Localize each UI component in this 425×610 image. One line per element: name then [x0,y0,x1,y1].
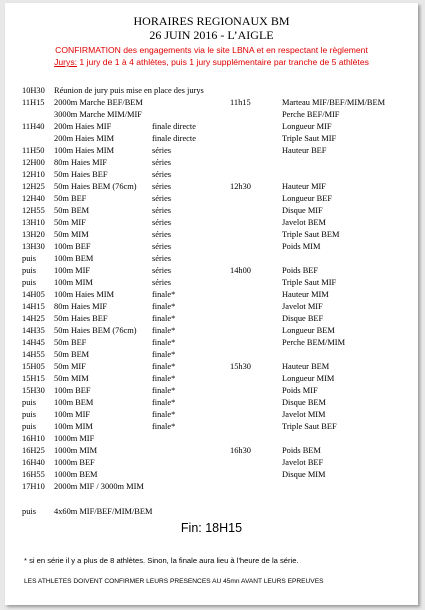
row-time: 13H30 [22,242,45,251]
row-event: 50m Haies BEM (76cm) [54,326,137,335]
schedule-row [5,457,418,469]
row-event: 1000m BEM [54,470,98,479]
row-event: 50m MIM [54,374,89,383]
row-phase: finale* [152,314,176,323]
row-event: 50m MIF [54,218,86,227]
schedule-row [5,481,418,493]
schedule-row [5,145,418,157]
row-event: 50m Haies BEM (76cm) [54,182,137,191]
row-time: puis [22,422,36,431]
row-concours-event: Perche BEM/MIM [282,338,346,347]
row-time: 16H25 [22,446,45,455]
row-event: 1000m BEF [54,458,95,467]
schedule-row [5,169,418,181]
jurys-label: Jurys: [54,57,78,67]
schedule-row [5,241,418,253]
schedule-row [5,385,418,397]
row-time: 11H15 [22,98,45,107]
row-concours-event: Hauteur MIF [282,182,326,191]
schedule-row [5,109,418,121]
schedule-row [5,301,418,313]
jurys-notice [5,57,418,68]
row-event: 50m MIM [54,230,89,239]
row-event: 2000m MIF / 3000m MIM [54,482,144,491]
row-time: puis [22,254,36,263]
schedule-row [5,205,418,217]
schedule-row [5,313,418,325]
row-time: 12H00 [22,158,45,167]
row-concours-time: 11h15 [230,98,251,107]
row-event: 200m Haies MIM [54,134,115,143]
row-time: puis [22,410,36,419]
row-event: 100m MIF [54,266,91,275]
confirmation-footer: LES ATHLETES DOIVENT CONFIRMER LEURS PRESENCES AU 45mn AVANT LEURS EPREUVES [24,578,324,585]
row-event: 100m BEM [54,398,94,407]
row-phase: finale* [152,338,176,347]
row-time: puis [22,278,36,287]
row-phase: finale* [152,422,176,431]
row-concours-event: Triple Saut MIF [282,134,337,143]
row-time: 12H10 [22,170,45,179]
row-time: 11H50 [22,146,45,155]
row-phase: séries [152,158,172,167]
schedule-row [5,349,418,361]
row-concours-time: 15h30 [230,362,251,371]
schedule-row [5,325,418,337]
schedule-row [5,181,418,193]
row-concours-event: Javelot BEF [282,458,324,467]
row-phase: finale* [152,362,176,371]
row-concours-event: Disque MIM [282,470,326,479]
row-phase: séries [152,146,172,155]
row-event: 100m BEF [54,242,91,251]
row-phase: finale* [152,326,176,335]
row-phase: finale directe [152,134,196,143]
row-event: 3000m Marche MIM/MIF [54,110,142,119]
row-event: 1000m MIM [54,446,98,455]
row-concours-event: Javelot MIF [282,302,323,311]
row-time: 13H20 [22,230,45,239]
row-phase: séries [152,206,172,215]
row-time: 14H25 [22,314,45,323]
row-concours-event: Poids MIF [282,386,318,395]
schedule-row [5,433,418,445]
row-concours-event: Javelot BEM [282,218,326,227]
row-phase: finale* [152,350,176,359]
row-concours-event: Longueur MIM [282,374,335,383]
row-time: 15H15 [22,374,45,383]
row-time: puis [22,507,36,516]
row-phase: séries [152,218,172,227]
row-event: 80m Haies MIF [54,158,108,167]
row-time: 14H15 [22,302,45,311]
row-concours-event: Marteau MIF/BEF/MIM/BEM [282,98,386,107]
schedule-row [5,289,418,301]
row-phase: finale* [152,410,176,419]
row-time: puis [22,266,36,275]
schedule-row [5,229,418,241]
row-concours-time: 12h30 [230,182,251,191]
row-time: 16H10 [22,434,45,443]
row-phase: finale* [152,302,176,311]
row-event: 100m MIM [54,278,93,287]
row-concours-event: Longueur MIF [282,122,332,131]
row-concours-event: Poids MIM [282,242,321,251]
schedule-row [5,121,418,133]
row-event: Réunion de jury puis mise en place des jurys [54,86,204,95]
schedule-document [5,3,418,605]
row-event: 1000m MIF [54,434,95,443]
row-time: 12H40 [22,194,45,203]
row-event: 100m MIM [54,422,93,431]
row-phase: séries [152,170,172,179]
row-concours-event: Longueur BEM [282,326,335,335]
row-phase: séries [152,266,172,275]
row-event: 100m Haies MIM [54,146,115,155]
row-concours-event: Poids BEF [282,266,319,275]
schedule-row [5,397,418,409]
row-concours-time: 16h30 [230,446,251,455]
row-time: 10H30 [22,86,45,95]
row-event: 50m BEM [54,206,90,215]
row-time: 13H10 [22,218,45,227]
row-phase: séries [152,278,172,287]
row-concours-event: Disque MIF [282,206,323,215]
row-event: 100m BEM [54,254,94,263]
row-event: 50m BEF [54,338,87,347]
schedule-row [5,217,418,229]
row-time: 14H55 [22,350,45,359]
schedule-row [5,469,418,481]
schedule-row [5,445,418,457]
schedule-row [5,373,418,385]
row-time: 14H05 [22,290,45,299]
schedule-row [5,421,418,433]
row-phase: finale* [152,398,176,407]
row-event: 50m Haies BEF [54,170,108,179]
row-concours-event: Triple Saut BEM [282,230,340,239]
jurys-text: 1 jury de 1 à 4 athlètes, puis 1 jury supplémentaire par tranche de 5 athlètes [77,57,369,67]
row-phase: séries [152,182,172,191]
schedule-row [5,265,418,277]
row-concours-event: Disque BEF [282,314,324,323]
row-event: 2000m Marche BEF/BEM [54,98,143,107]
row-event: 100m BEF [54,386,91,395]
schedule-row [5,361,418,373]
row-event: 50m MIF [54,362,86,371]
finals-footnote: * si en série il y a plus de 8 athlètes. Sinon, la finale aura lieu à l'heure de la série. [24,556,299,565]
schedule-row [5,85,418,97]
document-date-location: 26 JUIN 2016 - L’AIGLE [149,28,274,42]
row-time: puis [22,398,36,407]
row-concours-event: Longueur BEF [282,194,333,203]
row-concours-event: Disque BEM [282,398,326,407]
row-phase: finale* [152,290,176,299]
row-time: 11H40 [22,122,45,131]
row-concours-event: Hauteur BEF [282,146,327,155]
row-time: 16H55 [22,470,45,479]
row-concours-time: 14h00 [230,266,251,275]
schedule-row [5,409,418,421]
row-phase: séries [152,230,172,239]
row-concours-event: Javelot MIM [282,410,326,419]
confirmation-notice: CONFIRMATION des engagements via le site LBNA et en respectant le règlement [55,45,368,55]
row-event: 50m Haies BEF [54,314,108,323]
row-time: 12H25 [22,182,45,191]
row-event: 50m BEM [54,350,90,359]
row-phase: séries [152,242,172,251]
schedule-row [5,253,418,265]
schedule-row [5,97,418,109]
row-event: 4x60m MIF/BEF/MIM/BEM [54,507,153,516]
row-phase: finale* [152,386,176,395]
row-time: 14H35 [22,326,45,335]
row-event: 100m MIF [54,410,91,419]
schedule-row [5,277,418,289]
row-time: 12H55 [22,206,45,215]
row-concours-event: Hauteur BEM [282,362,330,371]
document-title: HORAIRES REGIONAUX BM [133,14,290,28]
row-time: 17H10 [22,482,45,491]
schedule-row [5,506,418,518]
row-event: 80m Haies MIF [54,302,108,311]
row-phase: finale directe [152,122,196,131]
row-concours-event: Poids BEM [282,446,321,455]
end-time: Fin: 18H15 [180,521,243,535]
row-event: 200m Haies MIF [54,122,112,131]
row-time: 15H30 [22,386,45,395]
row-phase: finale* [152,374,176,383]
row-concours-event: Triple Saut BEF [282,422,337,431]
row-phase: séries [152,194,172,203]
schedule-row [5,133,418,145]
row-time: 15H05 [22,362,45,371]
schedule-row [5,157,418,169]
row-phase: séries [152,254,172,263]
row-concours-event: Perche BEF/MIF [282,110,340,119]
row-time: 14H45 [22,338,45,347]
schedule-row [5,337,418,349]
row-event: 100m Haies MIM [54,290,115,299]
schedule-row [5,193,418,205]
row-time: 16H40 [22,458,45,467]
row-concours-event: Triple Saut MIF [282,278,337,287]
row-concours-event: Hauteur MIM [282,290,329,299]
row-event: 50m BEF [54,194,87,203]
